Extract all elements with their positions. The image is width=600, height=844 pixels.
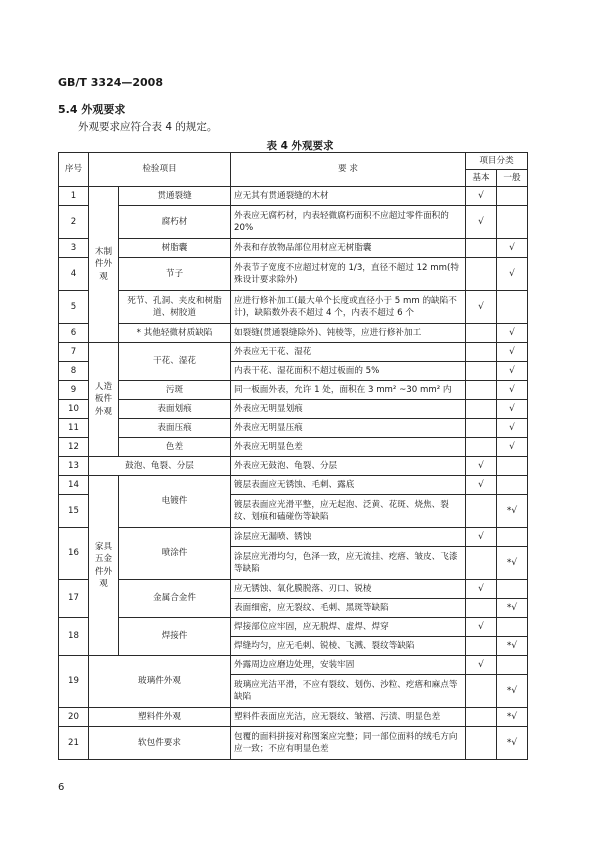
table-row xyxy=(59,419,528,438)
row-requirement: 如裂缝(贯通裂缝除外)、钝棱等，应进行修补加工 xyxy=(231,324,466,343)
row-requirement: 外表应无鼓泡、龟裂、分层 xyxy=(231,457,466,476)
row-no: 15 xyxy=(59,495,89,528)
row-no: 9 xyxy=(59,381,89,400)
row-item: 表面压痕 xyxy=(119,419,231,438)
header-no: 序号 xyxy=(59,153,89,187)
table-row xyxy=(59,206,528,239)
check-general xyxy=(497,656,528,675)
table-row xyxy=(59,239,528,258)
table-row xyxy=(59,187,528,206)
row-no: 6 xyxy=(59,324,89,343)
row-requirement: 同一板面外表，允许 1 处，面积在 3 mm² ~30 mm² 内 xyxy=(231,381,466,400)
check-general xyxy=(497,580,528,599)
row-item: 鼓泡、龟裂、分层 xyxy=(89,457,231,476)
check-general: √ xyxy=(497,400,528,419)
row-requirement: 外表应无明显划痕 xyxy=(231,400,466,419)
check-basic xyxy=(466,708,497,727)
check-general: *√ xyxy=(497,637,528,656)
row-item: 电镀件 xyxy=(119,476,231,528)
row-requirement: 内表干花、湿花面积不超过板面的 5% xyxy=(231,362,466,381)
row-no: 21 xyxy=(59,727,89,760)
row-no: 17 xyxy=(59,580,89,618)
check-general xyxy=(497,206,528,239)
check-general xyxy=(497,476,528,495)
check-basic: √ xyxy=(466,580,497,599)
table-row xyxy=(59,618,528,637)
row-no: 2 xyxy=(59,206,89,239)
header-basic: 基本 xyxy=(466,170,497,187)
row-no: 18 xyxy=(59,618,89,656)
check-basic xyxy=(466,495,497,528)
row-item: 软包件要求 xyxy=(89,727,231,760)
row-item: 死节、孔洞、夹皮和树脂道、树胶道 xyxy=(119,291,231,324)
section-intro: 外观要求应符合表 4 的规定。 xyxy=(78,121,218,133)
table-row xyxy=(59,438,528,457)
row-no: 11 xyxy=(59,419,89,438)
row-requirement: 应无锈蚀、氧化膜脱落、刃口、锐棱 xyxy=(231,580,466,599)
check-general: *√ xyxy=(497,599,528,618)
row-item: 污斑 xyxy=(119,381,231,400)
row-item: 金属合金件 xyxy=(119,580,231,618)
check-basic: √ xyxy=(466,528,497,547)
appearance-requirements-table xyxy=(58,152,528,760)
table-row xyxy=(59,708,528,727)
row-requirement: 外表应无腐朽材，内表轻微腐朽面积不应超过零件面积的 20% xyxy=(231,206,466,239)
check-general: √ xyxy=(497,258,528,291)
check-basic: √ xyxy=(466,618,497,637)
check-general: √ xyxy=(497,438,528,457)
header-item: 检验项目 xyxy=(89,153,231,187)
row-no: 12 xyxy=(59,438,89,457)
check-basic: √ xyxy=(466,206,497,239)
check-basic: √ xyxy=(466,291,497,324)
table-row xyxy=(59,258,528,291)
row-no: 3 xyxy=(59,239,89,258)
check-general: √ xyxy=(497,362,528,381)
row-no: 10 xyxy=(59,400,89,419)
row-item: 树脂囊 xyxy=(119,239,231,258)
table-row xyxy=(59,476,528,495)
row-item: 塑料件外观 xyxy=(89,708,231,727)
row-requirement: 外表应无干花、湿花 xyxy=(231,343,466,362)
check-basic xyxy=(466,438,497,457)
header-requirement: 要 求 xyxy=(231,153,466,187)
row-requirement: 涂层应无漏喷、锈蚀 xyxy=(231,528,466,547)
check-general: √ xyxy=(497,419,528,438)
row-item: 节子 xyxy=(119,258,231,291)
check-basic xyxy=(466,324,497,343)
check-basic xyxy=(466,343,497,362)
table-row xyxy=(59,343,528,362)
check-basic xyxy=(466,637,497,656)
table-row xyxy=(59,656,528,675)
check-general: *√ xyxy=(497,547,528,580)
table-row xyxy=(59,400,528,419)
check-basic xyxy=(466,400,497,419)
row-requirement: 表面细密，应无裂纹、毛刺、黑斑等缺陷 xyxy=(231,599,466,618)
row-no: 1 xyxy=(59,187,89,206)
row-item: 焊接件 xyxy=(119,618,231,656)
row-no: 16 xyxy=(59,528,89,580)
row-no: 13 xyxy=(59,457,89,476)
row-no: 5 xyxy=(59,291,89,324)
row-requirement: 外表应无明显压痕 xyxy=(231,419,466,438)
row-item: 干花、湿花 xyxy=(119,343,231,381)
row-requirement: 外露周边应磨边处理，安装牢固 xyxy=(231,656,466,675)
row-item: 贯通裂缝 xyxy=(119,187,231,206)
row-requirement: 外表应无明显色差 xyxy=(231,438,466,457)
page-number: 6 xyxy=(58,782,65,793)
check-general: √ xyxy=(497,324,528,343)
row-item: 表面划痕 xyxy=(119,400,231,419)
row-requirement: 焊缝均匀，应无毛刺、锐棱、飞溅、裂纹等缺陷 xyxy=(231,637,466,656)
check-basic: √ xyxy=(466,656,497,675)
check-basic xyxy=(466,547,497,580)
check-general: *√ xyxy=(497,708,528,727)
standard-number: GB/T 3324—2008 xyxy=(58,76,163,89)
check-basic xyxy=(466,675,497,708)
row-item: 玻璃件外观 xyxy=(89,656,231,708)
check-basic xyxy=(466,599,497,618)
table-row xyxy=(59,528,528,547)
section-title: 5.4 外观要求 xyxy=(58,103,126,116)
check-general: *√ xyxy=(497,727,528,760)
row-no: 14 xyxy=(59,476,89,495)
row-requirement: 外表和存放物品部位用材应无树脂囊 xyxy=(231,239,466,258)
table-row xyxy=(59,457,528,476)
row-requirement: 焊接部位应牢固，应无脱焊、虚焊、焊穿 xyxy=(231,618,466,637)
check-basic xyxy=(466,258,497,291)
group-label: 家具五金件外观 xyxy=(89,476,119,656)
row-no: 7 xyxy=(59,343,89,362)
check-general xyxy=(497,291,528,324)
table-row xyxy=(59,291,528,324)
row-requirement: 外表节子宽度不应超过材宽的 1/3，直径不超过 12 mm(特殊设计要求除外) xyxy=(231,258,466,291)
check-basic xyxy=(466,419,497,438)
check-general: √ xyxy=(497,343,528,362)
check-general xyxy=(497,528,528,547)
row-item: 喷涂件 xyxy=(119,528,231,580)
check-basic: √ xyxy=(466,187,497,206)
check-general xyxy=(497,618,528,637)
row-no: 8 xyxy=(59,362,89,381)
row-no: 19 xyxy=(59,656,89,708)
check-basic xyxy=(466,239,497,258)
row-no: 4 xyxy=(59,258,89,291)
check-basic xyxy=(466,727,497,760)
table-caption: 表 4 外观要求 xyxy=(266,140,334,152)
row-requirement: 镀层表面应无锈蚀、毛刺、露底 xyxy=(231,476,466,495)
row-item: 色差 xyxy=(119,438,231,457)
row-requirement: 涂层应光滑均匀，色泽一致，应无流挂、疙瘩、皱皮、飞漆等缺陷 xyxy=(231,547,466,580)
row-item: * 其他轻微材质缺陷 xyxy=(119,324,231,343)
row-requirement: 镀层表面应光滑平整，应无起泡、泛黄、花斑、烧焦、裂纹、划痕和磕碰伤等缺陷 xyxy=(231,495,466,528)
header-general: 一般 xyxy=(497,170,528,187)
check-basic: √ xyxy=(466,476,497,495)
group-label: 木制件外观 xyxy=(89,187,119,343)
table-row xyxy=(59,727,528,760)
group-label: 人造板件外观 xyxy=(89,343,119,457)
table-row xyxy=(59,381,528,400)
row-item: 腐朽材 xyxy=(119,206,231,239)
table-row xyxy=(59,580,528,599)
table-row xyxy=(59,324,528,343)
check-general xyxy=(497,187,528,206)
check-basic: √ xyxy=(466,457,497,476)
check-basic xyxy=(466,381,497,400)
row-requirement: 玻璃应光洁平滑，不应有裂纹、划伤、沙粒、疙瘩和麻点等缺陷 xyxy=(231,675,466,708)
row-requirement: 应无其有贯通裂缝的木材 xyxy=(231,187,466,206)
check-basic xyxy=(466,362,497,381)
check-general: *√ xyxy=(497,675,528,708)
row-requirement: 应进行修补加工(最大单个长度或直径小于 5 mm 的缺陷不计)，缺陷数外表不超过 4 个，内表不超过 6 个 xyxy=(231,291,466,324)
check-general: √ xyxy=(497,381,528,400)
row-requirement: 包覆的面料拼接对称图案应完整；同一部位面料的绒毛方向应一致；不应有明显色差 xyxy=(231,727,466,760)
row-requirement: 塑料件表面应光洁，应无裂纹、皱褶、污渍、明显色差 xyxy=(231,708,466,727)
header-classification: 项目分类 xyxy=(466,153,528,170)
check-general: *√ xyxy=(497,495,528,528)
row-no: 20 xyxy=(59,708,89,727)
check-general xyxy=(497,457,528,476)
check-general: √ xyxy=(497,239,528,258)
